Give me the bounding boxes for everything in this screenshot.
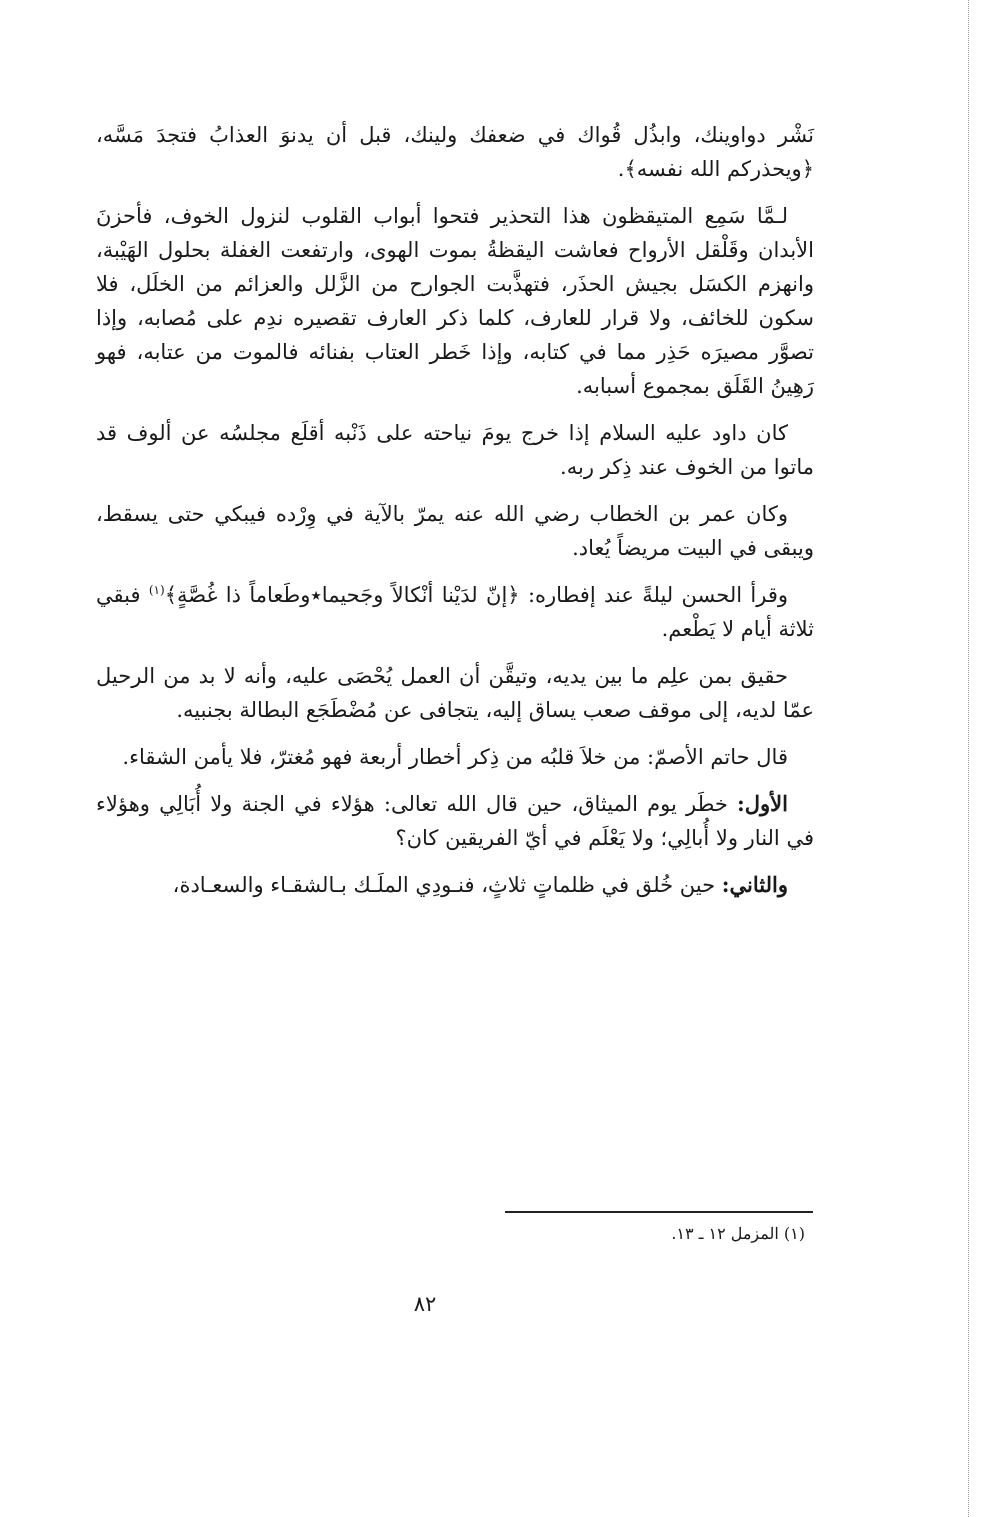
paragraph-2-text: لـمَّا سَمِع المتيقظون هذا التحذير فتحوا أبواب القلوب لنزول الخوف، فأحزنَ الأبدان وقَلْقل الأرواح فعاشت اليقظةُ بموت الهوى، وارتفعت الغفلة بحلول الهَيْبة، وانهزم الكسَل بجيش الحذَر، فتهذَّبت الجوارح من الزَّلل والعزائم من الخلَل، فلا سكون للخائف، ولا قرار للعارف، كلما ذكر العارف تقصيره ندِم على مُصابه، وإذا تصوَّر مصيرَه حَذِر مما في كتابه، وإذا خَطر العتاب بفنائه فالموت من عتابه، فهو رَهِينُ القَلَق بمجموع أسبابه. [96,204,814,398]
paragraph-3-text: كان داود عليه السلام إذا خرج يومَ نياحته على ذَنْبه أقلَع مجلسُه عن ألوف قد ماتوا من الخوف عند ذِكر ربه. [96,421,814,479]
paragraph-4-text: وكان عمر بن الخطاب رضي الله عنه يمرّ بالآية في وِرْده فيبكي حتى يسقط، ويبقى في البيت مريضاً يُعاد. [96,502,814,560]
page-number: ٨٢ [413,1292,437,1316]
paragraph-8-text: خطَر يوم الميثاق، حين قال الله تعالى: هؤلاء في الجنة ولا أُبَالِي وهؤلاء في النار ولا أُبالِي؛ ولا يَعْلَم في أيّ الفريقين كان؟ [96,792,814,850]
main-text [96,118,814,915]
footnote-reference[interactable]: (١) [148,583,165,597]
footnote-separator [505,1211,813,1213]
footnote: (١) المزمل ١٢ ـ ١٣. [671,1224,805,1243]
paragraph-8-lead: الأول: [737,791,788,816]
paragraph-9 [96,868,814,902]
paragraph-5-text-end: فبقي ثلاثة أيام لا يَطْعم. [96,583,814,641]
paragraph-7 [96,740,814,774]
paragraph-9-text: حين خُلق في ظلماتٍ ثلاثٍ، فنـودِي الملَـك بـالشقـاء والسعـادة، [172,873,722,897]
paragraph-8 [96,787,814,855]
paragraph-2 [96,199,814,403]
paragraph-1 [96,118,814,186]
paragraph-5-text: وقرأ الحسن ليلةً عند إفطاره: ﴿إنّ لدَيْنا أنْكالاً وجَحيما٭وطَعاماً ذا غُصَّةٍ﴾ [164,583,788,607]
paragraph-3 [96,416,814,484]
paragraph-7-text: قال حاتم الأصمّ: من خلاَ قلبُه من ذِكر أخطار أربعة فهو مُغترّ، فلا يأمن الشقاء. [122,745,788,769]
paragraph-5 [96,578,814,646]
paragraph-6 [96,659,814,727]
page-edge-line [968,0,969,1517]
paragraph-4 [96,497,814,565]
paragraph-1-text: نَشْر دواوينك، وابذُل قُواك في ضعفك ولينك، قبل أن يدنوَ العذابُ فتجدَ مَسَّه، ﴿ويحذركم الله نفسه﴾. [96,123,814,181]
paragraph-9-lead: والثاني: [721,872,788,897]
paragraph-6-text: حقيق بمن علِم ما بين يديه، وتيقَّن أن العمل يُحْصَى عليه، وأنه لا بد من الرحيل عمّا لديه، إلى موقف صعب يساق إليه، يتجافى عن مُضْطَجَع البطالة بجنبيه. [96,664,814,722]
